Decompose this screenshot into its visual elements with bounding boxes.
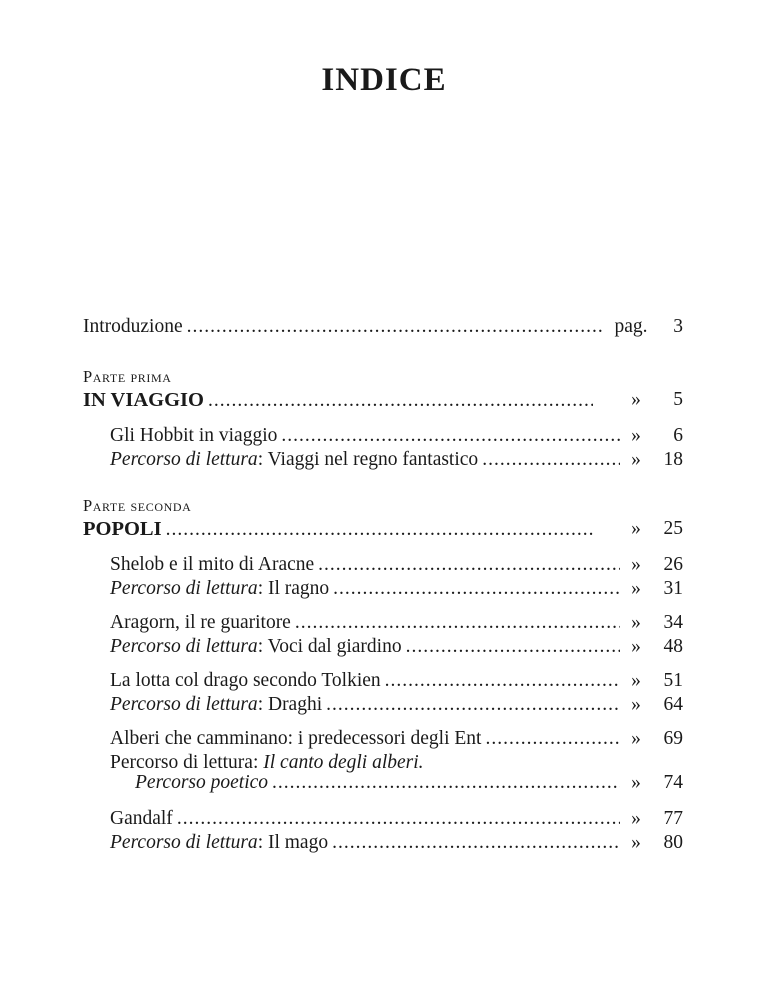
page-number: 3 — [673, 316, 683, 337]
dot-leader — [485, 727, 620, 751]
dot-leader — [281, 424, 620, 448]
page-number: 77 — [663, 808, 683, 829]
part-heading: IN VIAGGIO — [83, 389, 204, 411]
dot-leader — [332, 831, 620, 855]
toc-part-heading[interactable] — [83, 388, 683, 412]
toc-entry-title: Percorso di lettura: Il mago — [110, 832, 329, 853]
ditto-mark: » — [631, 554, 641, 575]
toc-entry-title: Alberi che camminano: i predecessori degli Ent — [110, 728, 482, 749]
ditto-mark: » — [631, 808, 641, 829]
dot-leader — [187, 315, 605, 339]
dot-leader — [318, 553, 620, 577]
ditto-mark: » — [631, 425, 641, 446]
toc-entry[interactable] — [110, 448, 683, 472]
toc-entry-title: Percorso di lettura: Il canto degli alberi. — [110, 752, 424, 773]
page-number: 80 — [663, 832, 683, 853]
page-number: 64 — [663, 694, 683, 715]
ditto-mark: » — [631, 518, 641, 539]
ditto-mark: » — [631, 578, 641, 599]
page-title: INDICE — [321, 62, 447, 98]
toc-entry[interactable] — [110, 635, 683, 659]
dot-leader — [208, 389, 593, 413]
page-number: 69 — [663, 728, 683, 749]
toc-entry-title: Gli Hobbit in viaggio — [110, 425, 278, 446]
toc-entry[interactable] — [110, 693, 683, 717]
dot-leader — [482, 448, 620, 472]
ditto-mark: » — [631, 728, 641, 749]
ditto-mark: » — [631, 612, 641, 633]
toc-entry-title: Gandalf — [110, 808, 173, 829]
ditto-mark: » — [631, 389, 641, 410]
dot-leader — [177, 807, 620, 831]
toc-entry[interactable] — [110, 553, 683, 577]
pag-label: pag. — [614, 316, 648, 337]
page-number: 48 — [663, 636, 683, 657]
toc-entry[interactable] — [110, 807, 683, 831]
toc-part-heading[interactable] — [83, 517, 683, 541]
toc-entry-introduzione[interactable] — [83, 315, 683, 339]
toc-entry[interactable] — [135, 771, 683, 795]
toc-entry[interactable] — [110, 577, 683, 601]
toc-entry[interactable] — [110, 669, 683, 693]
page-number: 26 — [663, 554, 683, 575]
ditto-mark: » — [631, 636, 641, 657]
dot-leader — [166, 518, 593, 542]
ditto-mark: » — [631, 670, 641, 691]
ditto-mark: » — [631, 832, 641, 853]
dot-leader — [272, 771, 620, 795]
toc-entry-title: Percorso poetico — [135, 772, 269, 793]
dot-leader — [333, 577, 620, 601]
toc-entry[interactable] — [110, 424, 683, 448]
part-kicker: Parte prima — [83, 367, 172, 386]
dot-leader — [295, 611, 620, 635]
toc-entry-title: Percorso di lettura: Draghi — [110, 694, 323, 715]
ditto-mark: » — [631, 772, 641, 793]
toc-entry-title: Introduzione — [83, 316, 183, 337]
page-number: 31 — [663, 578, 683, 599]
toc-entry[interactable] — [110, 611, 683, 635]
dot-leader — [326, 693, 620, 717]
ditto-mark: » — [631, 449, 641, 470]
page-number: 5 — [673, 389, 683, 410]
page-number: 6 — [673, 425, 683, 446]
toc-entry[interactable] — [110, 831, 683, 855]
toc-entry-title: Percorso di lettura: Viaggi nel regno fantastico — [110, 449, 479, 470]
page-number: 51 — [663, 670, 683, 691]
page-number: 74 — [663, 772, 683, 793]
page-number: 18 — [663, 449, 683, 470]
part-kicker: Parte seconda — [83, 496, 192, 515]
page-number: 34 — [663, 612, 683, 633]
part-heading: POPOLI — [83, 518, 162, 540]
dot-leader — [406, 635, 620, 659]
page-number: 25 — [663, 518, 683, 539]
ditto-mark: » — [631, 694, 641, 715]
toc-entry-title: La lotta col drago secondo Tolkien — [110, 670, 381, 691]
toc-entry-title: Percorso di lettura: Il ragno — [110, 578, 330, 599]
toc-entry[interactable] — [110, 727, 683, 751]
toc-entry-title: Aragorn, il re guaritore — [110, 612, 291, 633]
toc-entry-title: Shelob e il mito di Aracne — [110, 554, 315, 575]
toc-entry-title: Percorso di lettura: Voci dal giardino — [110, 636, 402, 657]
dot-leader — [385, 669, 620, 693]
